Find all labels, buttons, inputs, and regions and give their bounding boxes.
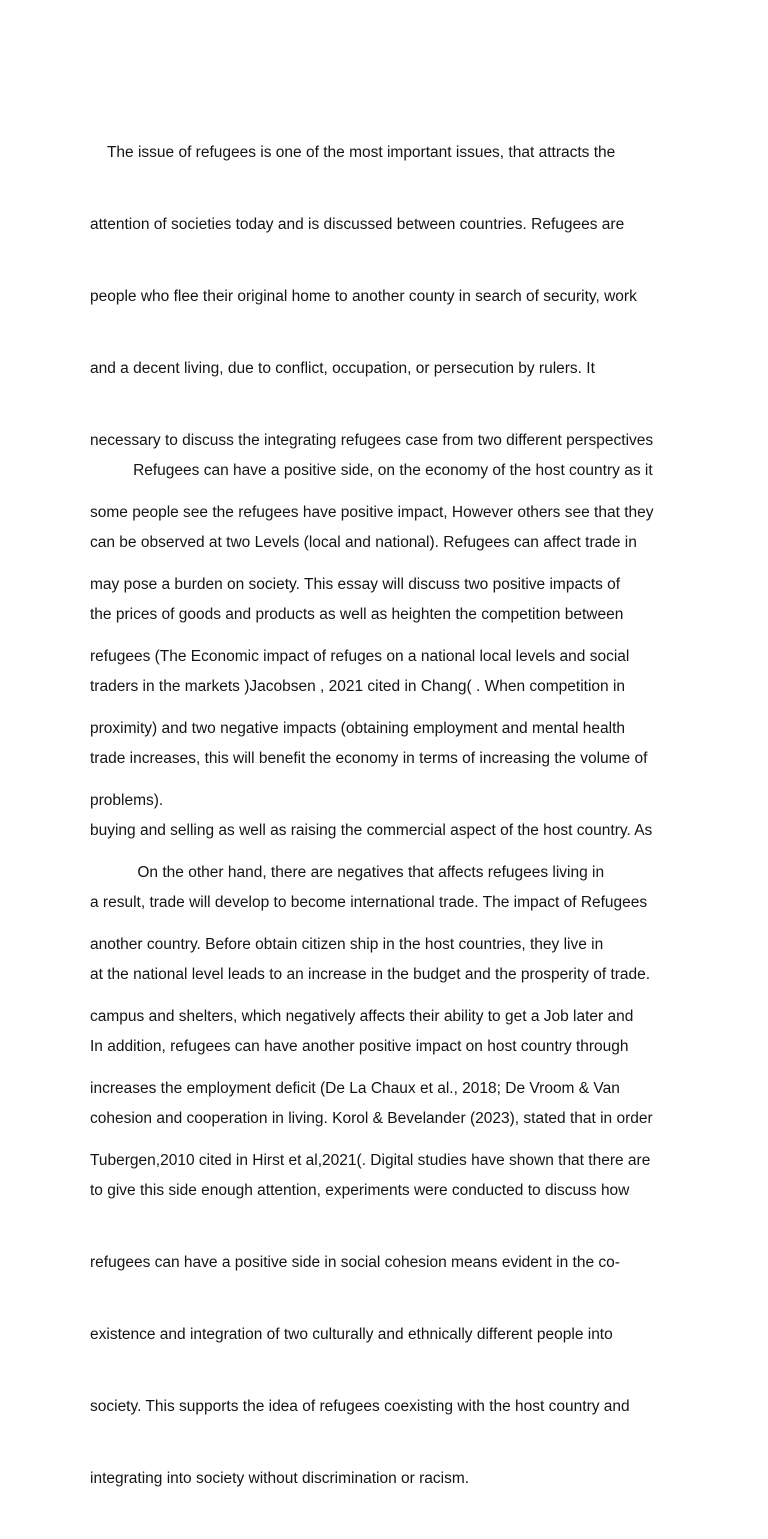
text-line: trade increases, this will benefit the economy in terms of increasing the volume of [90, 750, 648, 767]
text-line: increases the employment deficit (De La Chaux et al., 2018; De Vroom & Van [90, 1080, 620, 1097]
text-line: buying and selling as well as raising the commercial aspect of the host country. As [90, 822, 653, 839]
text-line: traders in the markets )Jacobsen , 2021 cited in Chang( . When competition in [90, 678, 626, 695]
paragraph-negative-impacts [90, 813, 690, 1221]
text-line: existence and integration of two culturally and ethnically different people into [90, 1326, 613, 1343]
text-line: to give this side enough attention, experiments were conducted to discuss how [90, 1182, 630, 1199]
text-line: can be observed at two Levels (local and national). Refugees can affect trade in [90, 534, 637, 551]
text-line: refugees (The Economic impact of refuges on a national local levels and social [90, 648, 630, 665]
text-line: the prices of goods and products as well as heighten the competition between [90, 606, 624, 623]
text-line: On the other hand, there are negatives that affects refugees living in [90, 864, 605, 881]
text-line: necessary to discuss the integrating refugees case from two different perspectives [90, 432, 654, 449]
text-line: integrating into society without discrimination or racism. [90, 1470, 470, 1487]
text-line: Refugees can have a positive side, on the economy of the host country as it [90, 462, 653, 479]
text-line: some people see the refugees have positive impact, However others see that they [90, 504, 654, 521]
text-line: attention of societies today and is discussed between countries. Refugees are [90, 216, 625, 233]
text-line: another country. Before obtain citizen ship in the host countries, they live in [90, 936, 604, 953]
text-line: cohesion and cooperation in living. Korol & Bevelander (2023), stated that in order [90, 1110, 653, 1127]
text-line: refugees can have a positive side in social cohesion means evident in the co- [90, 1254, 620, 1271]
text-line: proximity) and two negative impacts (obtaining employment and mental health [90, 720, 626, 737]
text-line: people who flee their original home to another county in search of security, work [90, 288, 637, 305]
text-line: campus and shelters, which negatively affects their ability to get a Job later and [90, 1008, 634, 1025]
text-line: problems). [90, 792, 164, 809]
text-line: Tubergen,2010 cited in Hirst et al,2021(. Digital studies have shown that there are [90, 1152, 651, 1169]
text-line: a result, trade will develop to become international trade. The impact of Refugees [90, 894, 648, 911]
text-line: at the national level leads to an increase in the budget and the prosperity of trade. [90, 966, 651, 983]
text-line: The issue of refugees is one of the most important issues, that attracts the [90, 144, 616, 161]
text-line: may pose a burden on society. This essay will discuss two positive impacts of [90, 576, 621, 593]
text-line: In addition, refugees can have another positive impact on host country through [90, 1038, 629, 1055]
text-line: and a decent living, due to conflict, occupation, or persecution by rulers. It [90, 360, 595, 377]
text-line: society. This supports the idea of refugees coexisting with the host country and [90, 1398, 630, 1415]
